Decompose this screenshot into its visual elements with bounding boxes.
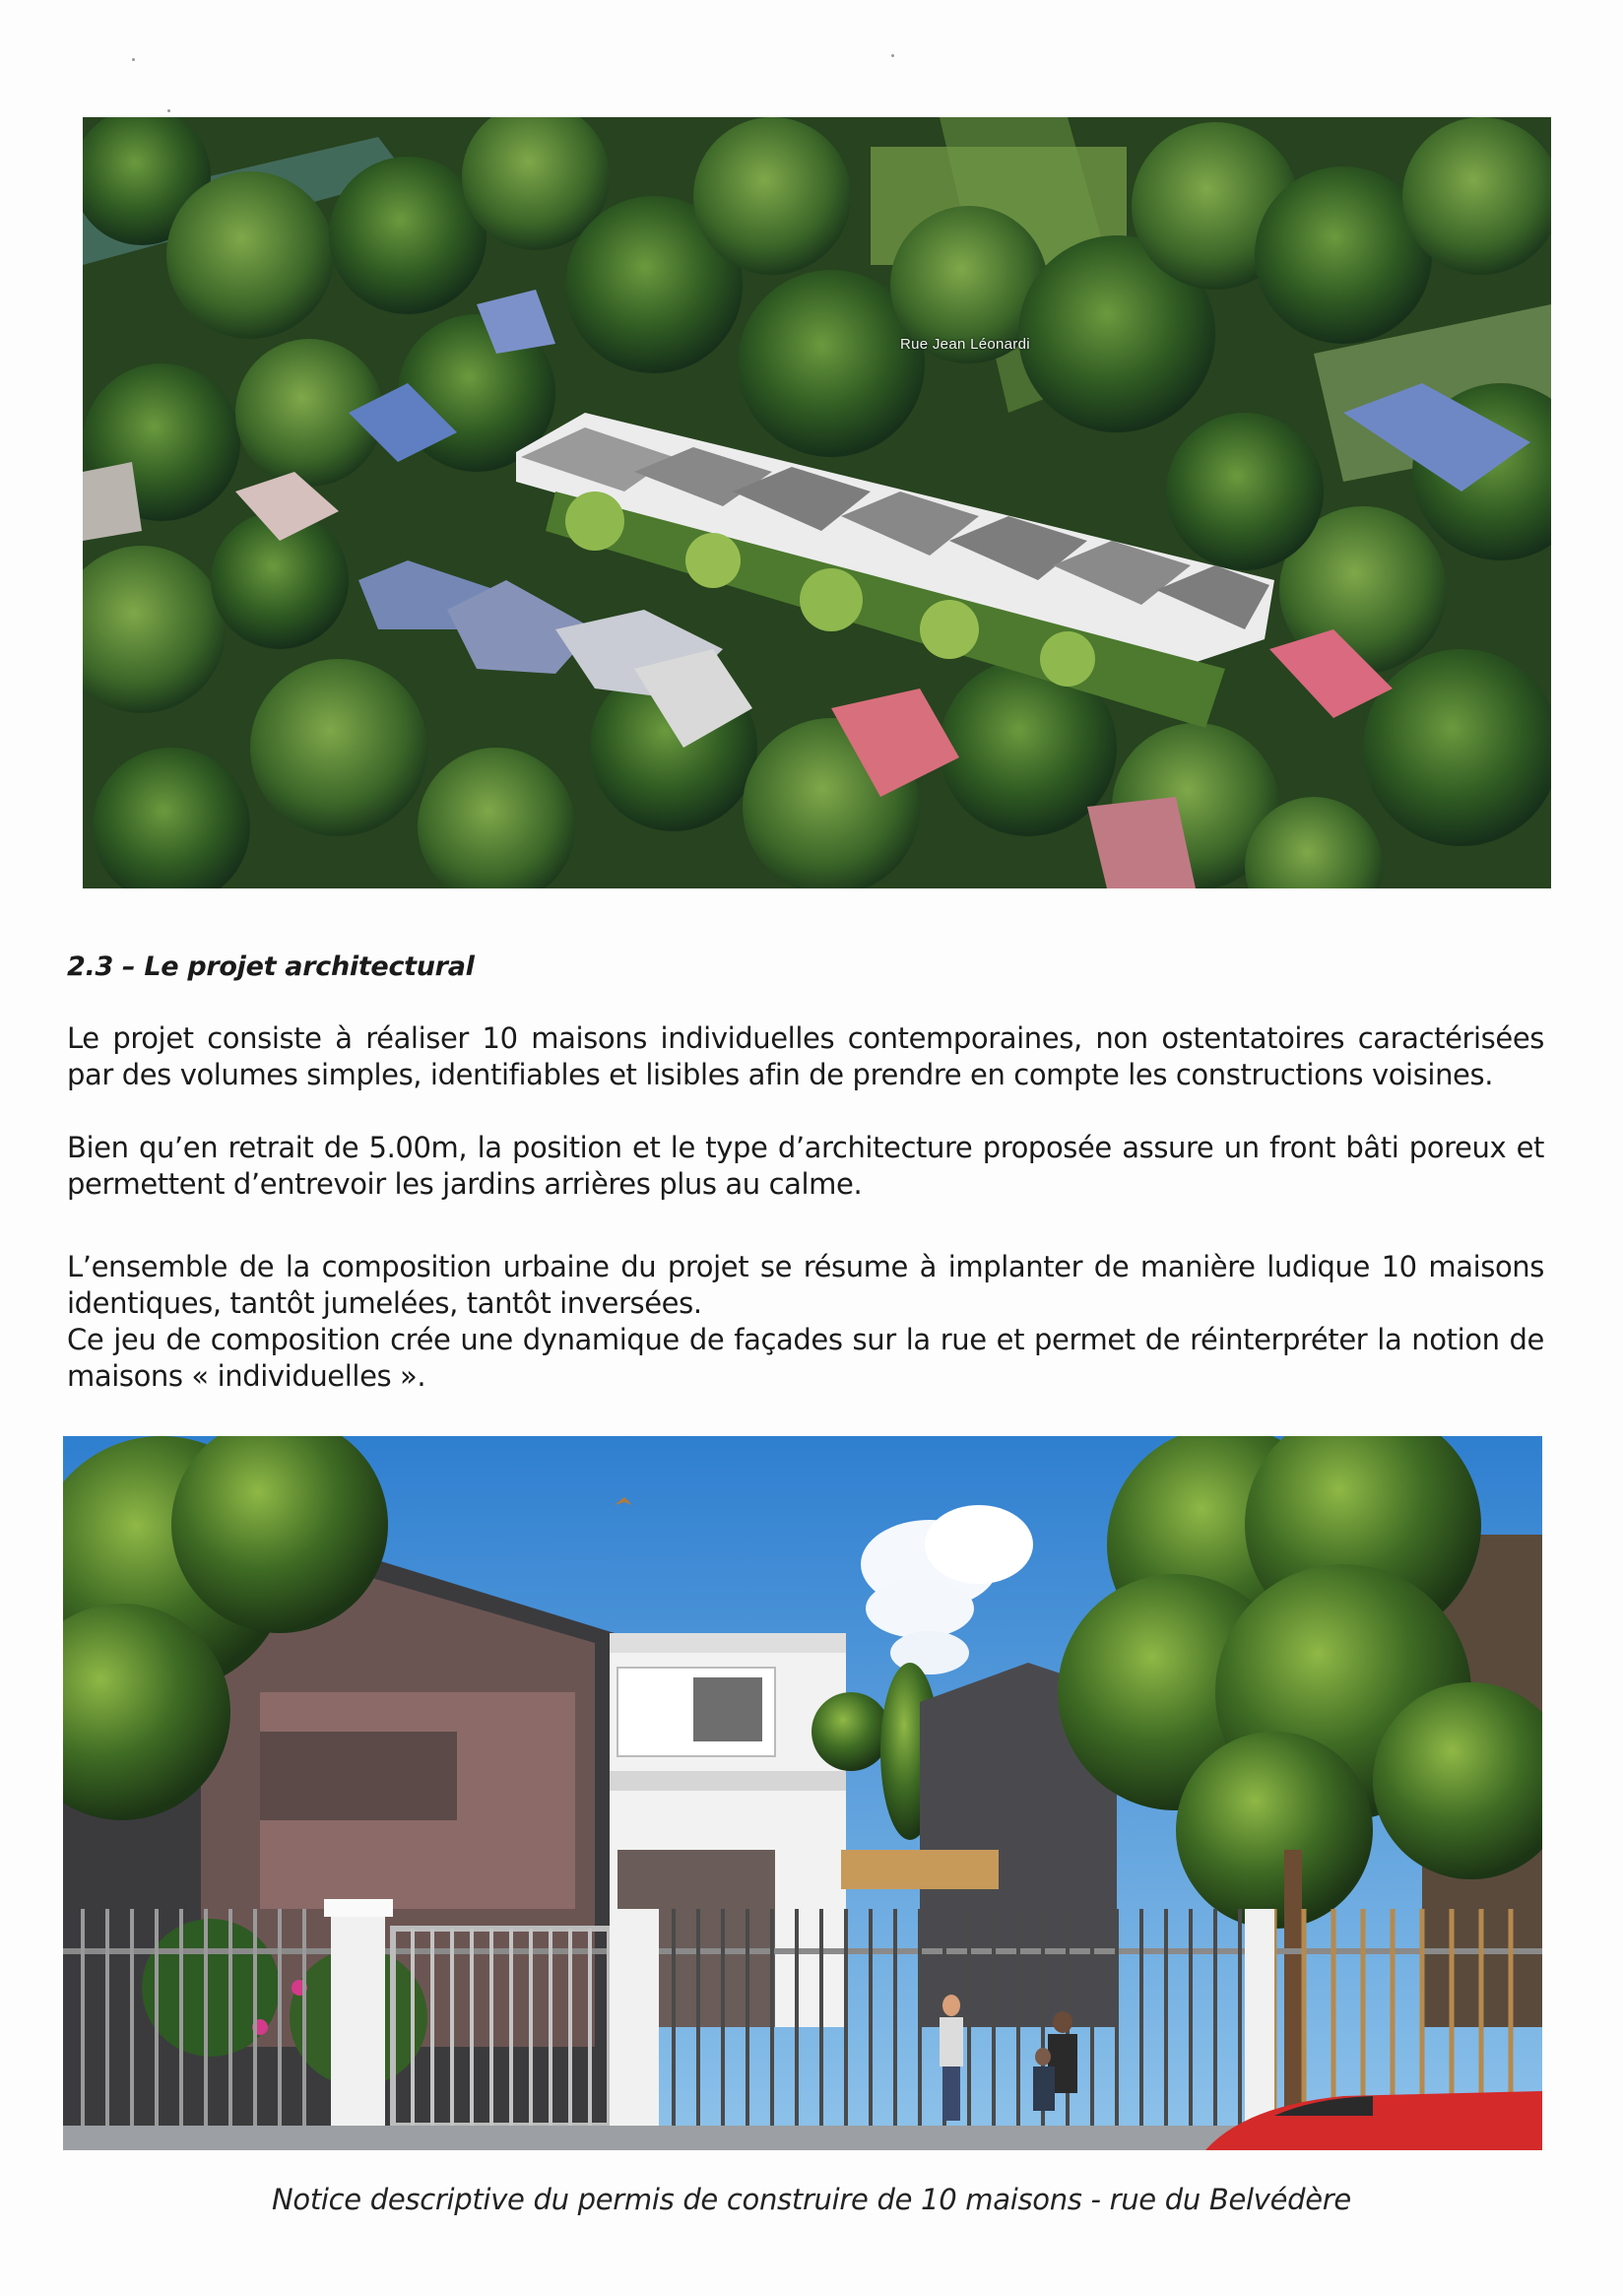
paragraph: Bien qu’en retrait de 5.00m, la position et le type d’architecture proposée assure un front bâti poreux et permettent d’entrevoir les jardins arrières plus au calme. bbox=[67, 1131, 1544, 1201]
paragraph: Le projet consiste à réaliser 10 maisons individuelles contemporaines, non ostentatoires caractérisées par des volumes simples, identifiables et lisibles afin de prendre en compte les constructions voisines. bbox=[67, 1021, 1544, 1091]
street-rendering-image bbox=[63, 1436, 1542, 2150]
paragraph: L’ensemble de la composition urbaine du projet se résume à implanter de manière ludique 10 maisons identiques, tantôt jumelées, tantôt inversées. bbox=[67, 1250, 1544, 1320]
scan-speck bbox=[132, 58, 135, 61]
aerial-view-image bbox=[83, 117, 1551, 888]
scan-speck bbox=[891, 54, 894, 57]
scan-speck bbox=[167, 109, 170, 112]
paragraph: Ce jeu de composition crée une dynamique de façades sur la rue et permet de réinterpréter la notion de maisons « individuelles ». bbox=[67, 1323, 1544, 1393]
page-footer: Notice descriptive du permis de construire de 10 maisons - rue du Belvédère bbox=[272, 2183, 1351, 2216]
section-title: 2.3 – Le projet architectural bbox=[67, 951, 475, 982]
street-name-label: Rue Jean Léonardi bbox=[900, 336, 1030, 353]
